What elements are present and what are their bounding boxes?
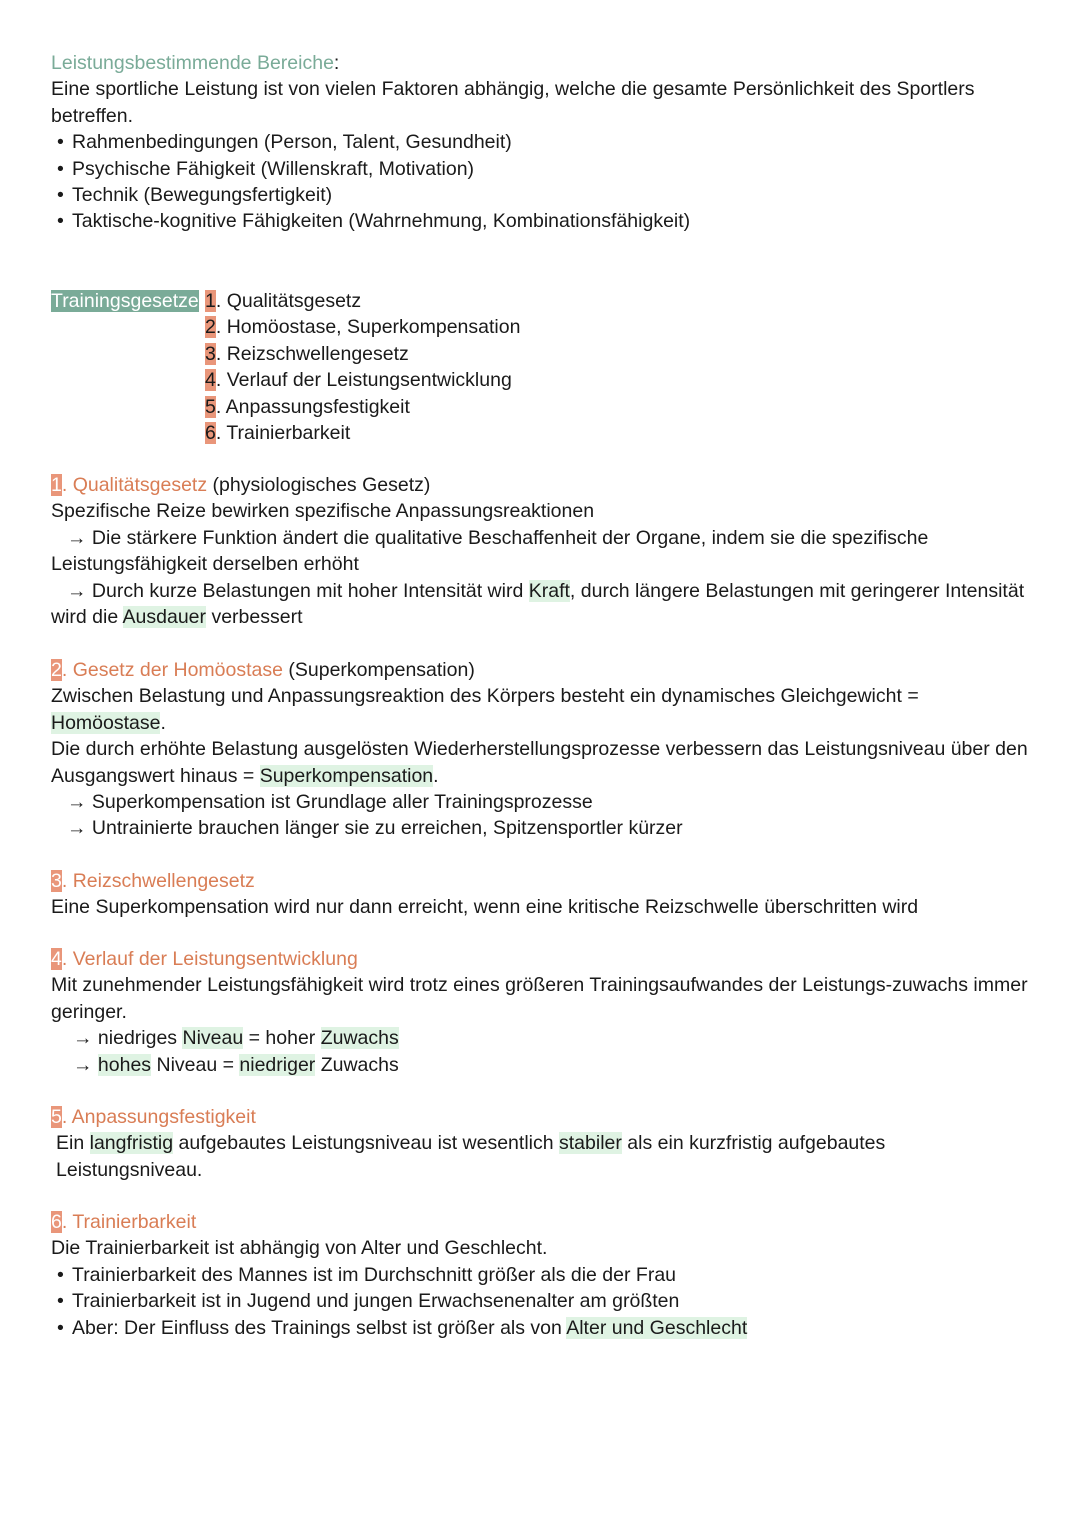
bullet-item: • Trainierbarkeit des Mannes ist im Durchschnitt größer als die der Frau bbox=[54, 1262, 1036, 1288]
intro-text: Eine sportliche Leistung ist von vielen Faktoren abhängig, welche die gesamte Persönlichkeit des Sportlers betreffen. bbox=[51, 78, 975, 127]
list-item bbox=[205, 314, 520, 340]
section-text: Spezifische Reize bewirken spezifische Anpassungsreaktionen bbox=[51, 500, 595, 523]
section-text bbox=[51, 736, 1036, 789]
text-part: . bbox=[160, 711, 166, 734]
arrow-text: Untrainierte brauchen länger sie zu erreichen, Spitzensportler kürzer bbox=[91, 817, 683, 840]
highlight-langfristig: langfristig bbox=[89, 1132, 174, 1155]
arrow-text: verbessert bbox=[206, 606, 303, 629]
intro-heading: Leistungsbestimmende Bereiche bbox=[51, 52, 334, 74]
section-number: 2 bbox=[51, 659, 62, 681]
section-text bbox=[51, 683, 1036, 736]
section-anpassungsfestigkeit bbox=[51, 1104, 1036, 1183]
section-number: 1 bbox=[51, 474, 62, 496]
training-laws-label: Trainingsgesetze bbox=[51, 290, 199, 312]
highlight-ausdauer: Ausdauer bbox=[122, 606, 207, 629]
highlight-hohes: hohes bbox=[97, 1053, 152, 1076]
training-laws-list bbox=[205, 288, 520, 446]
section-number: 4 bbox=[51, 948, 62, 970]
section-title: . Gesetz der Homöostase bbox=[61, 659, 283, 681]
intro-heading-line bbox=[51, 50, 1036, 76]
arrow-text: Die stärkere Funktion ändert die qualitative Beschaffenheit der Organe, indem sie die spezifische Leistungsfähigkeit derselben erhöht bbox=[51, 526, 929, 576]
list-number: 3 bbox=[205, 342, 216, 365]
section-number: 3 bbox=[51, 870, 62, 892]
section-heading bbox=[51, 1104, 1036, 1130]
section-text: Die Trainierbarkeit ist abhängig von Alter und Geschlecht. bbox=[51, 1237, 548, 1260]
section-title: . Anpassungsfestigkeit bbox=[61, 1106, 256, 1128]
bullet-item bbox=[54, 1315, 1036, 1341]
section-title: . Verlauf der Leistungsentwicklung bbox=[61, 948, 358, 970]
intro-bullet: • Taktische-kognitive Fähigkeiten (Wahrnehmung, Kombinationsfähigkeit) bbox=[54, 208, 1036, 234]
arrow-paragraph bbox=[51, 525, 1036, 578]
arrow-paragraph bbox=[51, 789, 1036, 815]
section-title: . Qualitätsgesetz bbox=[61, 474, 208, 496]
section-number: 6 bbox=[51, 1211, 62, 1233]
section-subtitle: (Superkompensation) bbox=[282, 659, 475, 681]
highlight-kraft: Kraft bbox=[528, 579, 570, 602]
highlight-alter-geschlecht: Alter und Geschlecht bbox=[566, 1316, 748, 1339]
section-heading bbox=[51, 868, 1036, 894]
text-part: Zwischen Belastung und Anpassungsreaktion des Körpers besteht ein dynamisches Gleichgewicht = bbox=[51, 685, 919, 708]
intro-bullet: • Technik (Bewegungsfertigkeit) bbox=[54, 182, 1036, 208]
arrow-icon: → bbox=[67, 817, 87, 840]
highlight-stabiler: stabiler bbox=[559, 1132, 622, 1155]
list-item bbox=[205, 288, 520, 314]
highlight-niedriger: niedriger bbox=[239, 1053, 316, 1076]
section-trainierbarkeit bbox=[51, 1209, 1036, 1341]
list-number: 5 bbox=[205, 395, 216, 418]
arrow-text: Durch kurze Belastungen mit hoher Intensität wird bbox=[91, 579, 529, 602]
section-homoeostase bbox=[51, 657, 1036, 842]
highlight-superkompensation: Superkompensation bbox=[259, 764, 434, 787]
section-text: Mit zunehmender Leistungsfähigkeit wird trotz eines größeren Trainingsaufwandes der Leistungs-zuwachs immer geringer. bbox=[51, 974, 1028, 1023]
text-part: Aber: Der Einfluss des Trainings selbst ist größer als von bbox=[72, 1316, 567, 1339]
arrow-icon: → bbox=[67, 579, 87, 602]
section-title: . Reizschwellengesetz bbox=[61, 870, 255, 892]
intro-section bbox=[51, 50, 1036, 235]
highlight-niveau: Niveau bbox=[182, 1027, 244, 1050]
list-text: . Anpassungsfestigkeit bbox=[215, 395, 410, 418]
text-part: Ein bbox=[56, 1132, 90, 1155]
section-title: . Trainierbarkeit bbox=[61, 1211, 197, 1233]
training-laws-section bbox=[51, 288, 1036, 314]
section-text bbox=[51, 1130, 1036, 1183]
list-item bbox=[205, 420, 520, 446]
section-subtitle: (physiologisches Gesetz) bbox=[207, 474, 431, 496]
text-part: als ein kurzfristig aufgebautes Leistungsniveau. bbox=[56, 1132, 886, 1181]
section-leistungsentwicklung bbox=[51, 946, 1036, 1078]
bullet-item: • Trainierbarkeit ist in Jugend und jungen Erwachsenenalter am größten bbox=[54, 1288, 1036, 1314]
section-heading bbox=[51, 946, 1036, 972]
list-number: 6 bbox=[205, 422, 216, 445]
intro-colon: : bbox=[333, 52, 340, 74]
arrow-icon: → bbox=[73, 1027, 93, 1050]
list-number: 1 bbox=[205, 290, 216, 312]
section-reizschwellengesetz bbox=[51, 868, 1036, 921]
list-text: . Homöostase, Superkompensation bbox=[215, 316, 521, 339]
section-qualitaetsgesetz bbox=[51, 472, 1036, 630]
text-part: Die durch erhöhte Belastung ausgelösten Wiederherstellungsprozesse verbessern das Leistungsniveau über den Ausgangswert hinaus = bbox=[51, 738, 1028, 787]
section-text: Eine Superkompensation wird nur dann erreicht, wenn eine kritische Reizschwelle überschritten wird bbox=[51, 896, 919, 919]
text-part: Niveau = bbox=[151, 1053, 240, 1076]
highlight-homoeostase: Homöostase bbox=[51, 711, 161, 734]
arrow-paragraph bbox=[51, 815, 1036, 841]
intro-bullet: • Rahmenbedingungen (Person, Talent, Gesundheit) bbox=[54, 129, 1036, 155]
list-item bbox=[205, 341, 520, 367]
list-number: 4 bbox=[205, 369, 216, 392]
arrow-icon: → bbox=[73, 1053, 93, 1076]
arrow-paragraph bbox=[51, 578, 1036, 631]
list-item bbox=[205, 394, 520, 420]
text-part: = hoher bbox=[243, 1027, 321, 1050]
section-heading bbox=[51, 472, 1036, 498]
list-text: . Reizschwellengesetz bbox=[215, 342, 409, 365]
text-part: aufgebautes Leistungsniveau ist wesentlich bbox=[173, 1132, 559, 1155]
text-part: . bbox=[433, 764, 439, 787]
section-number: 5 bbox=[51, 1106, 62, 1128]
arrow-icon: → bbox=[67, 791, 87, 814]
intro-bullet: • Psychische Fähigkeit (Willenskraft, Motivation) bbox=[54, 156, 1036, 182]
arrow-paragraph bbox=[51, 1025, 1036, 1051]
list-number: 2 bbox=[205, 316, 216, 339]
list-text: . Verlauf der Leistungsentwicklung bbox=[215, 369, 512, 392]
section-heading bbox=[51, 1209, 1036, 1235]
arrow-text: , durch längere Belastungen mit geringerer Intensität wird die bbox=[51, 579, 1025, 629]
section-heading bbox=[51, 657, 1036, 683]
text-part: Zuwachs bbox=[315, 1053, 399, 1076]
highlight-zuwachs: Zuwachs bbox=[320, 1027, 399, 1050]
arrow-paragraph bbox=[51, 1052, 1036, 1078]
arrow-icon: → bbox=[67, 526, 87, 549]
list-text: . Qualitätsgesetz bbox=[215, 290, 362, 312]
list-text: . Trainierbarkeit bbox=[215, 422, 351, 445]
text-part: niedriges bbox=[97, 1027, 183, 1050]
list-item bbox=[205, 367, 520, 393]
arrow-text: Superkompensation ist Grundlage aller Trainingsprozesse bbox=[91, 791, 593, 814]
